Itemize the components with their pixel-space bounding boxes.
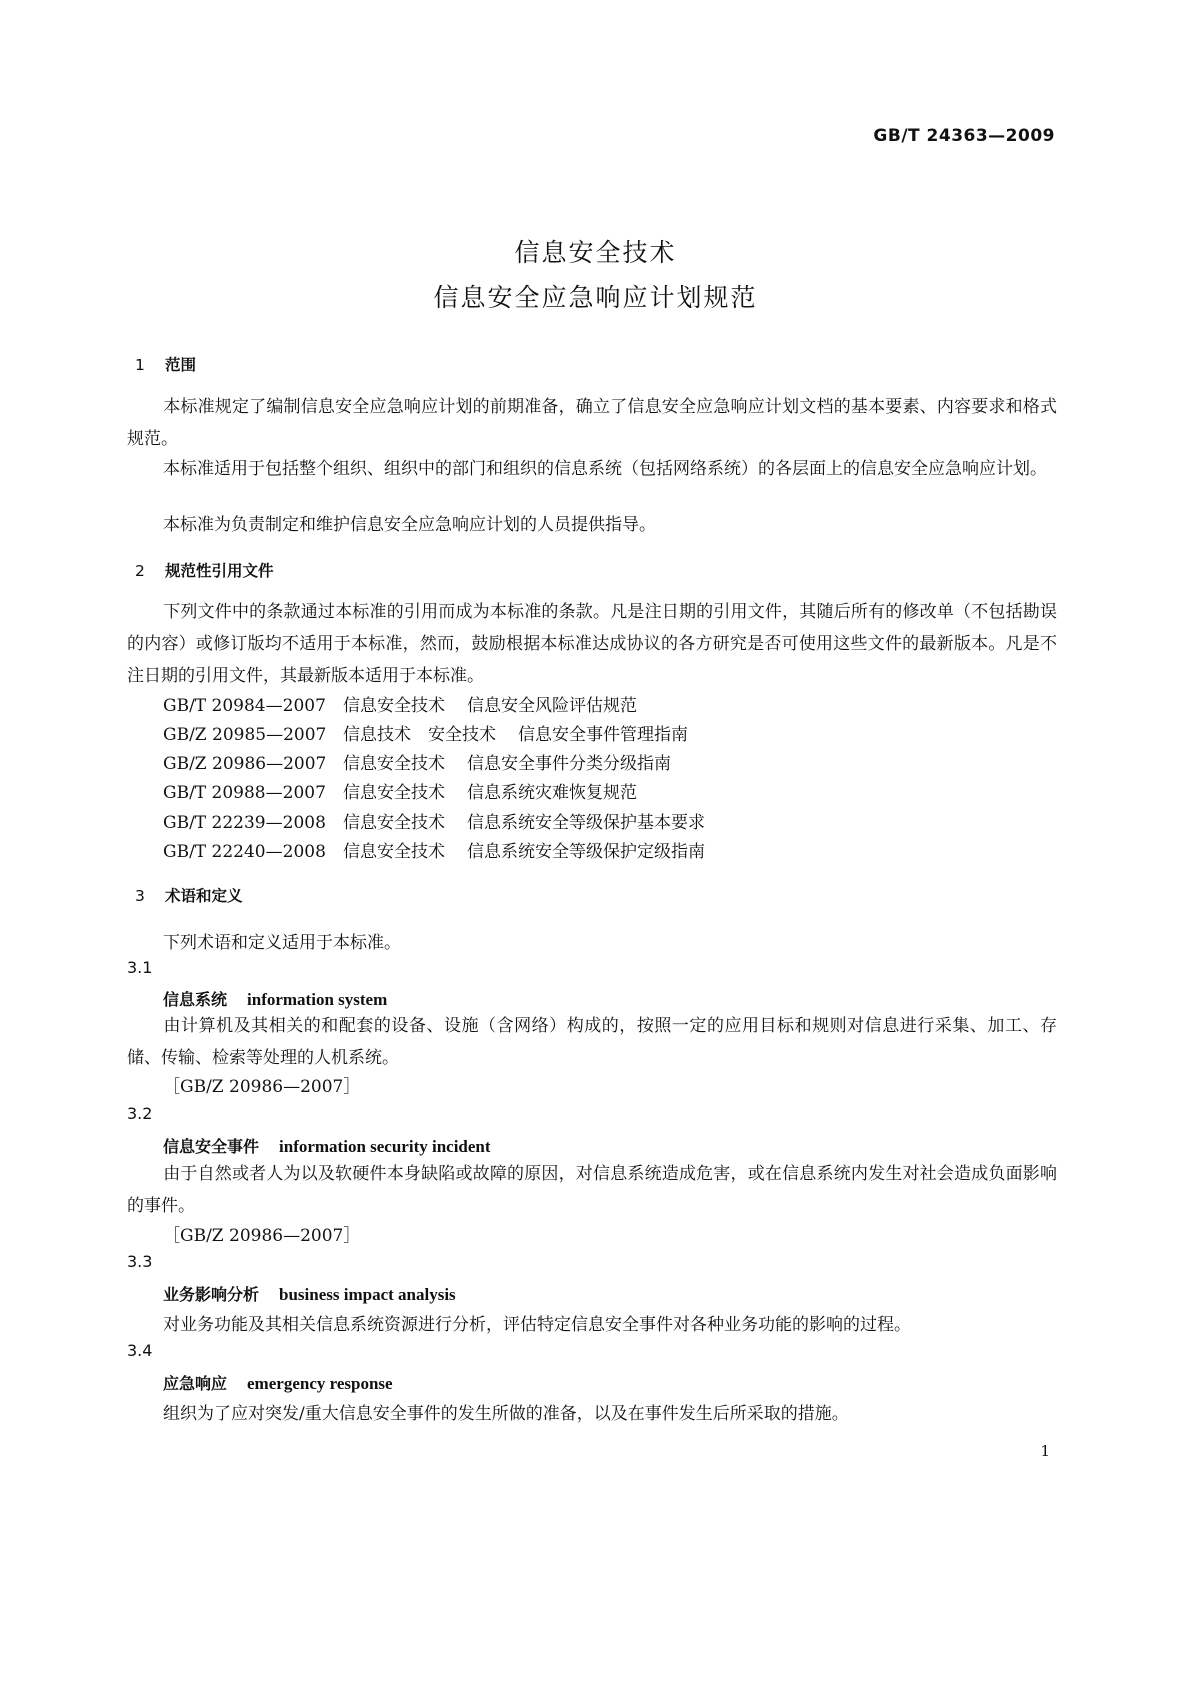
term-definition: 由于自然或者人为以及软硬件本身缺陷或故障的原因，对信息系统造成危害，或在信息系统内发生对社会造成负面影响的事件。 — [127, 1164, 1057, 1216]
clause-number: 3.2 — [127, 1104, 153, 1123]
document-title-line2: 信息安全应急响应计划规范 — [433, 283, 758, 312]
reference-item: GB/T 20988—2007 信息安全技术 信息系统灾难恢复规范 — [163, 783, 637, 803]
term-source: ［GB/Z 20986—2007］ — [163, 1226, 361, 1246]
standard-number: GB/T 24363—2009 — [873, 126, 1055, 146]
term-heading: 应急响应 emergency response — [163, 1374, 393, 1393]
paragraph: 本标准适用于包括整个组织、组织中的部门和组织的信息系统（包括网络系统）的各层面上的信息安全应急响应计划。 — [163, 459, 1047, 479]
section-number: 2 — [135, 562, 145, 580]
term-definition: 由计算机及其相关的和配套的设备、设施（含网络）构成的，按照一定的应用目标和规则对信息进行采集、加工、存储、传输、检索等处理的人机系统。 — [127, 1016, 1057, 1068]
reference-item: GB/T 20984—2007 信息安全技术 信息安全风险评估规范 — [163, 696, 637, 716]
term-heading: 信息安全事件 information security incident — [163, 1137, 491, 1156]
term-definition: 对业务功能及其相关信息系统资源进行分析，评估特定信息安全事件对各种业务功能的影响的过程。 — [163, 1315, 911, 1335]
term-heading: 信息系统 information system — [163, 990, 388, 1009]
term-definition: 组织为了应对突发/重大信息安全事件的发生所做的准备，以及在事件发生后所采取的措施。 — [163, 1404, 849, 1424]
section-heading-normative-references — [135, 559, 274, 581]
reference-item: GB/T 22239—2008 信息安全技术 信息系统安全等级保护基本要求 — [163, 813, 705, 833]
paragraph: 下列术语和定义适用于本标准。 — [163, 933, 401, 953]
section-number: 1 — [135, 356, 145, 374]
section-number: 3 — [135, 887, 145, 905]
reference-item: GB/Z 20985—2007 信息技术 安全技术 信息安全事件管理指南 — [163, 725, 688, 745]
page-number: 1 — [1040, 1442, 1050, 1460]
reference-item: GB/T 22240—2008 信息安全技术 信息系统安全等级保护定级指南 — [163, 842, 705, 862]
document-title-line1: 信息安全技术 — [514, 238, 677, 267]
paragraph: 下列文件中的条款通过本标准的引用而成为本标准的条款。凡是注日期的引用文件，其随后所有的修改单（不包括勘误的内容）或修订版均不适用于本标准，然而，鼓励根据本标准达成协议的各方研究是否可使用这些文件的最新版本。凡是不注日期的引用文件，其最新版本适用于本标准。 — [127, 602, 1057, 686]
clause-number: 3.1 — [127, 958, 153, 977]
paragraph: 本标准为负责制定和维护信息安全应急响应计划的人员提供指导。 — [163, 515, 656, 535]
section-title: 范围 — [165, 356, 197, 374]
section-title: 规范性引用文件 — [165, 562, 274, 580]
term-heading: 业务影响分析 business impact analysis — [163, 1285, 456, 1304]
term-source: ［GB/Z 20986—2007］ — [163, 1077, 361, 1097]
section-heading-terms-definitions — [135, 884, 243, 906]
section-title: 术语和定义 — [165, 887, 243, 905]
clause-number: 3.4 — [127, 1341, 153, 1360]
section-heading-scope — [135, 353, 196, 375]
reference-item: GB/Z 20986—2007 信息安全技术 信息安全事件分类分级指南 — [163, 754, 671, 774]
clause-number: 3.3 — [127, 1252, 153, 1271]
paragraph: 本标准规定了编制信息安全应急响应计划的前期准备，确立了信息安全应急响应计划文档的基本要素、内容要求和格式规范。 — [127, 397, 1057, 449]
